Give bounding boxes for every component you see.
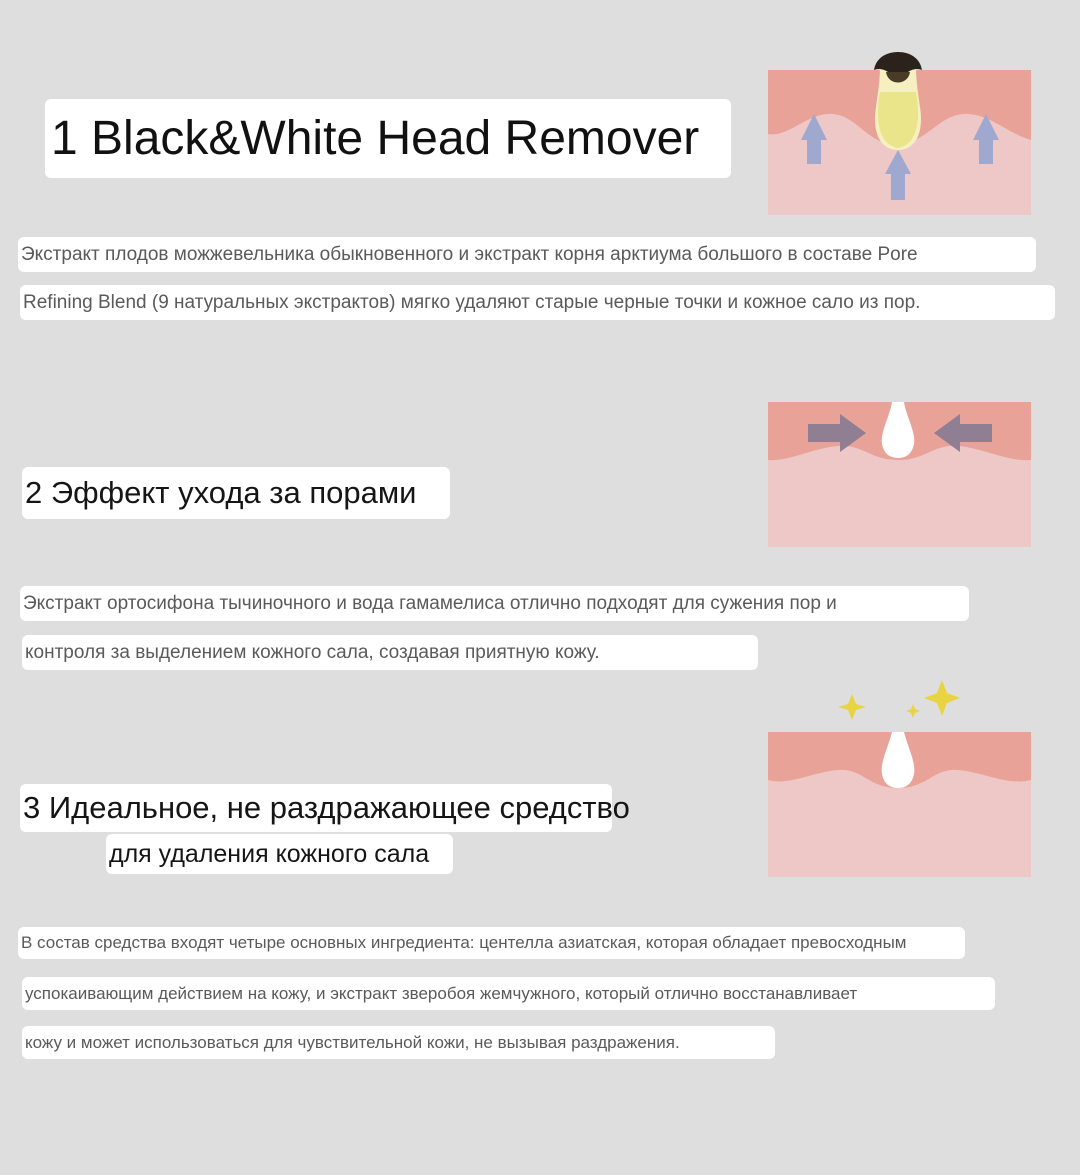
section2-heading: 2 Эффект ухода за порами: [22, 467, 450, 519]
section3-line1: В состав средства входят четыре основных ингредиента: центелла азиатская, которая обладает превосходным: [18, 927, 965, 959]
section3-line2: успокаивающим действием на кожу, и экстракт зверобоя жемчужного, который отлично восстанавливает: [22, 977, 995, 1010]
section3-heading: 3 Идеальное, не раздражающее средство: [20, 784, 612, 832]
section1-line2: Refining Blend (9 натуральных экстрактов) мягко удаляют старые черные точки и кожное сало из пор.: [20, 285, 1055, 320]
blackhead-illustration: [768, 52, 1031, 215]
section1-heading: 1 Black&White Head Remover: [45, 99, 731, 178]
section2-line2: контроля за выделением кожного сала, создавая приятную кожу.: [22, 635, 758, 670]
section1-line1: Экстракт плодов можжевельника обыкновенного и экстракт корня арктиума большого в составе Pore: [18, 237, 1036, 272]
section3-heading-line2: для удаления кожного сала: [106, 834, 453, 874]
section3-line3: кожу и может использоваться для чувствительной кожи, не вызывая раздражения.: [22, 1026, 775, 1059]
section2-line1: Экстракт ортосифона тычиночного и вода гамамелиса отлично подходят для сужения пор и: [20, 586, 969, 621]
sparkle-icon: [838, 680, 960, 720]
clean-pore-illustration: [768, 676, 1031, 877]
pore-tightening-illustration: [768, 402, 1031, 547]
